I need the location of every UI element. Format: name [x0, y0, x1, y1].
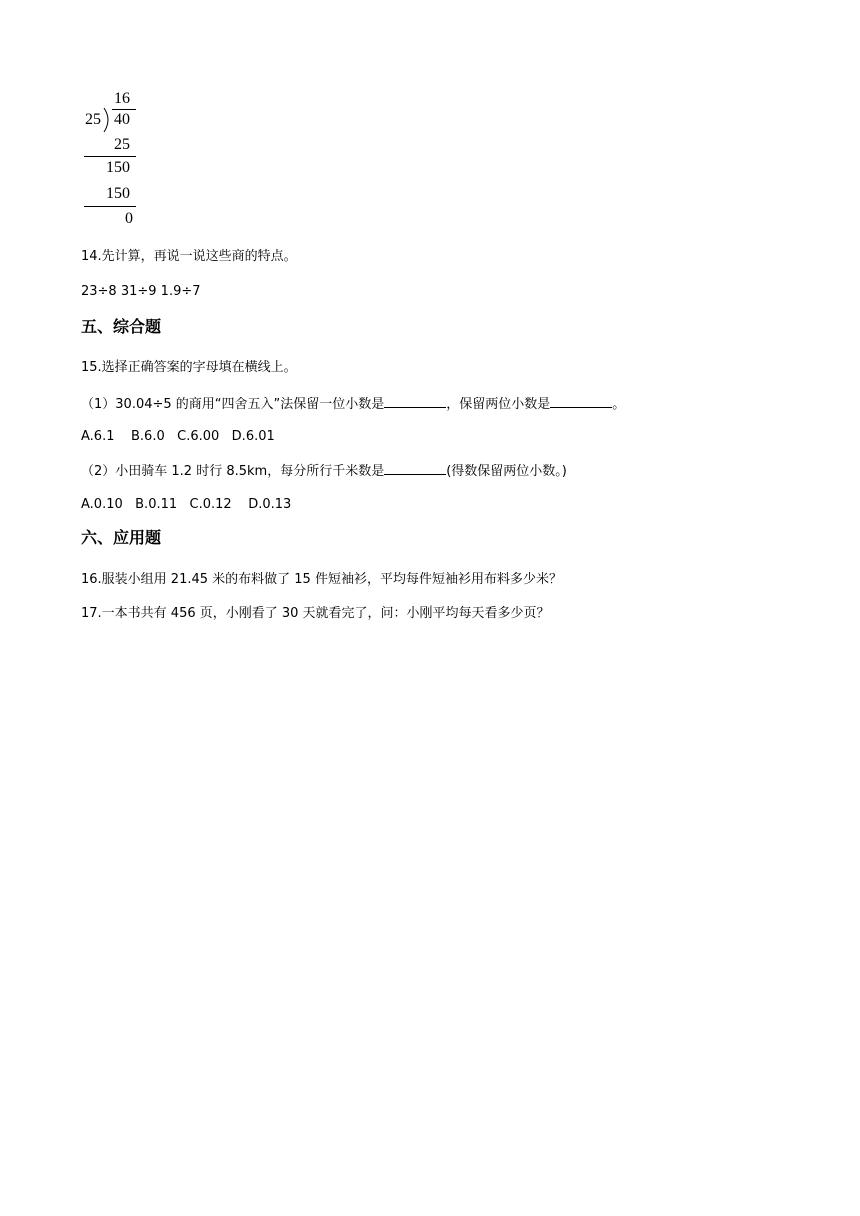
division-bracket [103, 108, 113, 132]
remainder-1: 150 [106, 159, 130, 176]
q15-part1-text-c: 。 [612, 397, 626, 412]
question-15-options-1: A.6.1 B.6.0 C.6.00 D.6.01 [81, 429, 275, 444]
divisor: 25 [85, 111, 101, 128]
question-14-expressions: 23÷8 31÷9 1.9÷7 [81, 284, 201, 299]
question-17: 17.一本书共有 456 页，小刚看了 30 天就看完了，问：小刚平均每天看多少页？ [81, 606, 550, 621]
subtrahend-1: 25 [114, 136, 130, 153]
q15-part1-text-a: （1）30.04÷5 的商用“四舍五入”法保留一位小数是 [81, 397, 385, 412]
dividend: 40 [114, 111, 130, 128]
subtraction-line-2 [84, 206, 136, 207]
subtrahend-2: 150 [106, 185, 130, 202]
question-15-prompt: 15.选择正确答案的字母填在横线上。 [81, 360, 297, 375]
section-6-heading: 六、应用题 [81, 528, 162, 547]
remainder-2: 0 [125, 210, 133, 227]
question-15-part-1 [81, 395, 625, 414]
q15-part1-text-b: ，保留两位小数是 [446, 397, 551, 412]
division-bar [112, 109, 136, 110]
answer-blank-2[interactable] [550, 395, 612, 408]
question-15-part-2 [81, 462, 567, 481]
question-15-options-2: A.0.10 B.0.11 C.0.12 D.0.13 [81, 497, 292, 512]
answer-blank-1[interactable] [384, 395, 446, 408]
q15-part2-text-b: (得数保留两位小数。) [446, 464, 567, 479]
q15-part2-text-a: （2）小田骑车 1.2 时行 8.5km，每分所行千米数是 [81, 464, 385, 479]
question-14-prompt: 14.先计算，再说一说这些商的特点。 [81, 249, 297, 264]
long-division [84, 90, 140, 230]
question-16: 16.服装小组用 21.45 米的布料做了 15 件短袖衫，平均每件短袖衫用布料多少米？ [81, 572, 562, 587]
section-5-heading: 五、综合题 [81, 317, 162, 336]
subtraction-line-1 [84, 156, 136, 157]
quotient: 16 [114, 90, 130, 107]
answer-blank-3[interactable] [384, 462, 446, 475]
